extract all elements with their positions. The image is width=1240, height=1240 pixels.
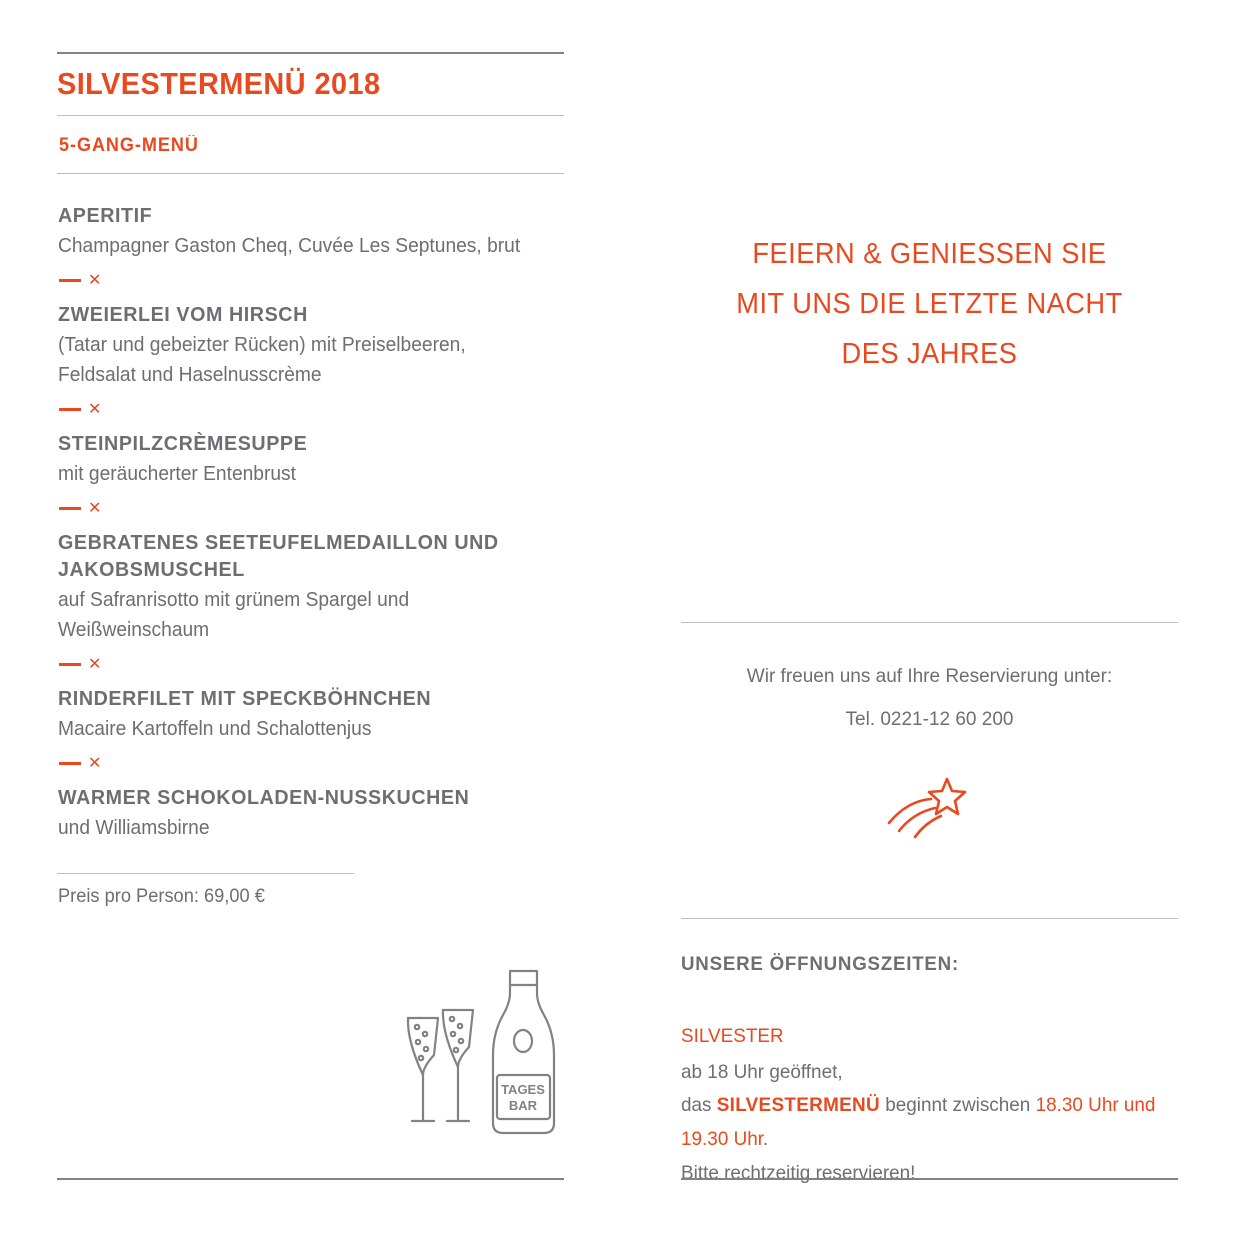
opening-hours-body xyxy=(681,1020,1176,1191)
course-name: STEINPILZCRÈMESUPPE xyxy=(58,431,308,455)
dash-icon xyxy=(59,663,81,666)
course-description: auf Safranrisotto mit grünem Spargel und Weißweinschaum xyxy=(58,588,410,641)
course-separator xyxy=(59,402,564,418)
course-separator xyxy=(59,501,564,517)
course-description: und Williamsbirne xyxy=(58,816,210,839)
dash-icon xyxy=(59,408,81,411)
bottle-label-line2: BAR xyxy=(508,1098,538,1113)
reservation-text: Wir freuen uns auf Ihre Reservierung unter: xyxy=(746,666,1113,687)
course-name: RINDERFILET MIT SPECKBÖHNCHEN xyxy=(58,686,432,710)
shooting-star-illustration xyxy=(885,775,980,845)
top-divider xyxy=(57,52,564,54)
right-bottom-divider xyxy=(681,1178,1178,1180)
reservation-top-divider xyxy=(681,622,1178,623)
bottle-label-line1: TAGES xyxy=(501,1082,545,1097)
cross-icon: ✕ xyxy=(88,400,102,418)
course-name: ZWEIERLEI VOM HIRSCH xyxy=(58,302,308,326)
reservation-phone[interactable]: Tel. 0221-12 60 200 xyxy=(845,708,1014,730)
price-per-person: Preis pro Person: 69,00 € xyxy=(58,885,265,907)
promo-block xyxy=(681,230,1178,380)
hours-line2-menu-name: SILVESTERMENÜ xyxy=(716,1094,880,1117)
course-description: Macaire Kartoffeln und Schalottenjus xyxy=(58,717,372,740)
opening-hours-title: UNSERE ÖFFNUNGSZEITEN: xyxy=(681,953,959,975)
cross-icon: ✕ xyxy=(88,754,102,772)
hours-top-divider xyxy=(681,918,1178,919)
course-description: mit geräucherter Entenbrust xyxy=(58,462,296,485)
course-separator xyxy=(59,657,564,673)
course-item xyxy=(57,529,564,645)
promo-headline-line2: MIT UNS DIE LETZTE NACHT xyxy=(736,287,1123,320)
reservation-block xyxy=(681,656,1178,742)
promo-headline-line3: DES JAHRES xyxy=(841,337,1018,370)
hours-event-name: SILVESTER xyxy=(681,1025,784,1047)
cross-icon: ✕ xyxy=(88,271,102,289)
course-item xyxy=(57,301,564,390)
course-name: APERITIF xyxy=(58,203,153,227)
champagne-bottle-and-glasses-illustration xyxy=(398,963,573,1148)
title-divider xyxy=(57,115,564,116)
menu-subtitle: 5-GANG-MENÜ xyxy=(59,134,199,156)
course-name: WARMER SCHOKOLADEN-NUSSKUCHEN xyxy=(58,785,470,809)
hours-line1: ab 18 Uhr geöffnet, xyxy=(681,1060,843,1083)
course-item xyxy=(57,685,564,744)
cross-icon: ✕ xyxy=(88,499,102,517)
hours-line2-middle: beginnt zwischen xyxy=(879,1094,1036,1117)
dash-icon xyxy=(59,279,81,282)
hours-line2-time: 18.30 Uhr und 19.30 Uhr xyxy=(681,1094,1156,1151)
menu-column xyxy=(57,52,564,908)
course-description: Champagner Gaston Cheq, Cuvée Les Septunes, brut xyxy=(58,234,521,257)
dash-icon xyxy=(59,762,81,765)
cross-icon: ✕ xyxy=(88,655,102,673)
course-description: (Tatar und gebeizter Rücken) mit Preiselbeeren, Feldsalat und Haselnusscrème xyxy=(58,333,466,386)
course-item xyxy=(57,784,564,843)
hours-line3: Bitte rechtzeitig reservieren! xyxy=(681,1161,916,1184)
promo-headline xyxy=(696,230,1163,380)
course-item xyxy=(57,202,564,261)
hours-line2-prefix: das xyxy=(681,1094,717,1117)
promo-headline-line1: FEIERN & GENIESSEN SIE xyxy=(752,238,1107,270)
hours-line2-suffix: . xyxy=(763,1128,769,1151)
course-separator xyxy=(59,756,564,772)
course-separator xyxy=(59,273,564,289)
course-name: GEBRATENES SEETEUFELMEDAILLON UND JAKOBSMUSCHEL xyxy=(58,530,499,581)
page-title: SILVESTERMENÜ 2018 xyxy=(57,66,381,101)
course-item xyxy=(57,430,564,489)
dash-icon xyxy=(59,507,81,510)
price-divider xyxy=(57,873,354,874)
left-bottom-divider xyxy=(57,1178,564,1180)
